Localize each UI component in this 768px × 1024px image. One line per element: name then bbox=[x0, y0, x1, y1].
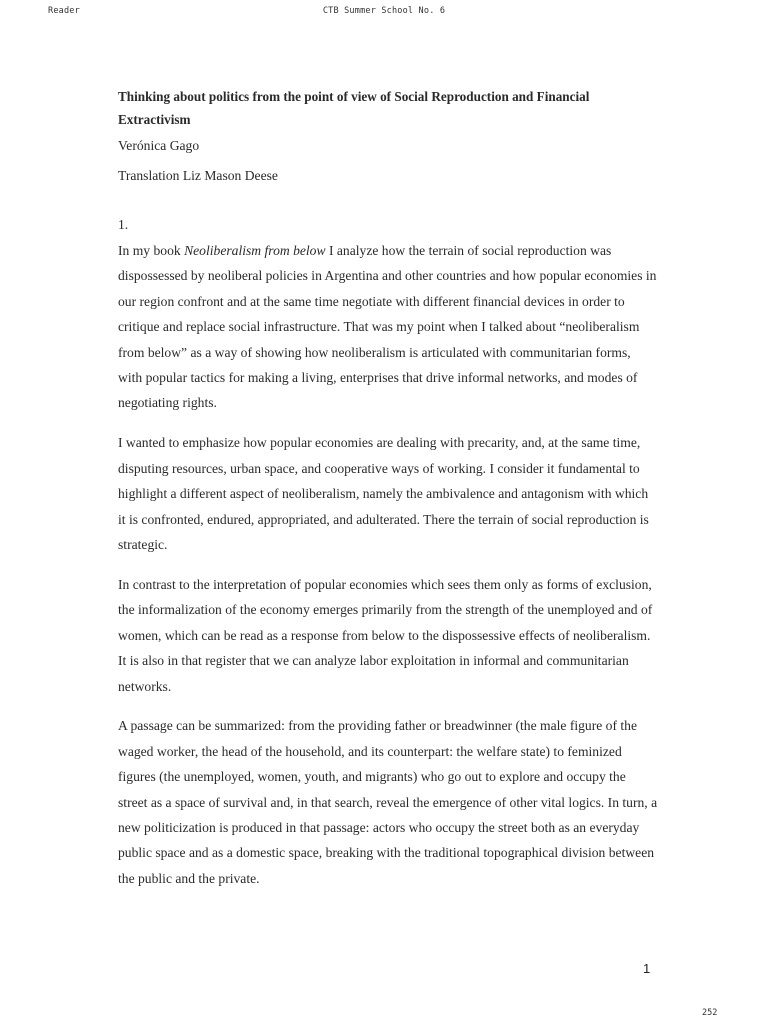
paragraph-2: I wanted to emphasize how popular economies are dealing with precarity, and, at the same time, disputing resources, urban space, and cooperative ways of working. I consider it fundamental to highlight a different aspect of neoliberalism, namely the ambivalence and antagonism with which it is confronted, endured, appropriated, and adulterated. There the terrain of social reproduction is strategic. bbox=[118, 435, 649, 552]
paragraph-1-after: I analyze how the terrain of social reproduction was dispossessed by neoliberal policies in Argentina and other countries and how popular economies in our region confront and at the same time negotiate with different financial devices in order to critique and replace social infrastructure. That was my point when I talked about “neoliberalism from below” as a way of showing how neoliberalism is articulated with communitarian forms, with popular tactics for making a living, enterprises that drive informal networks, and modes of negotiating rights. bbox=[118, 243, 657, 411]
paragraph-3: In contrast to the interpretation of popular economies which sees them only as forms of exclusion, the informalization of the economy emerges primarily from the strength of the unemployed and of women, which can be read as a response from below to the dispossessive effects of neoliberalism. It is also in that register that we can analyze labor exploitation in informal and communitarian networks. bbox=[118, 576, 653, 694]
document-body bbox=[118, 86, 658, 906]
viewer-page-number: 252 bbox=[702, 1008, 718, 1018]
section-number: 1. bbox=[118, 217, 129, 232]
author-name: Verónica Gago bbox=[118, 138, 200, 153]
page-number: 1 bbox=[643, 961, 651, 976]
paragraph-1 bbox=[118, 238, 658, 416]
article-title: Thinking about politics from the point of view of Social Reproduction and Financial Extractivism bbox=[118, 89, 590, 127]
paragraph-4: A passage can be summarized: from the providing father or breadwinner (the male figure of the waged worker, the head of the household, and its counterpart: the welfare state) to feminized figures (the unemployed, women, youth, and migrants) who go out to explore and occupy the street as a space of survival and, in that search, reveal the emergence of other vital logics. In turn, a new politicization is produced in that passage: actors who occupy the street both as an everyday public space and as a domestic space, breaking with the traditional topographical division between the public and the private. bbox=[118, 718, 658, 886]
paragraph-1-before: In my book bbox=[118, 243, 185, 258]
header-document-title: CTB Summer School No. 6 bbox=[322, 6, 446, 16]
header-reader-label: Reader bbox=[48, 6, 80, 16]
book-title-italic: Neoliberalism from below bbox=[184, 243, 326, 258]
translator-credit: Translation Liz Mason Deese bbox=[118, 168, 278, 183]
